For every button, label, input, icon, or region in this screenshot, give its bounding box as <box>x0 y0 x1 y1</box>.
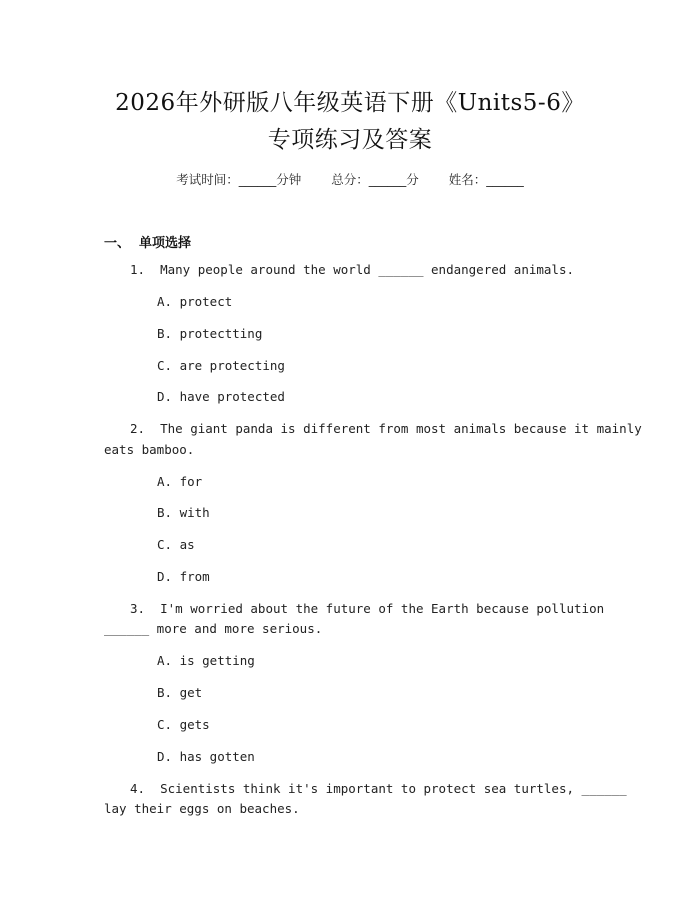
question-3-option-a: A. is getting <box>157 653 255 668</box>
question-3-text-cont: ______ more and more serious. <box>104 621 323 636</box>
question-4-text: 4. Scientists think it's important to protect sea turtles, ______ <box>130 781 627 796</box>
question-2-option-b: B. with <box>157 505 210 520</box>
question-3-option-b: B. get <box>157 685 203 700</box>
question-3-option-d: D. has gotten <box>157 749 255 764</box>
document-title-line2: 专项练习及答案 <box>267 127 433 153</box>
question-2-text: 2. The giant panda is different from most animals because it mainly <box>130 421 642 436</box>
exam-name-label: 姓名：______ <box>448 172 524 187</box>
question-3-text: 3. I'm worried about the future of the Earth because pollution <box>130 601 605 616</box>
question-1-option-b: B. protectting <box>157 326 263 341</box>
question-1-option-d: D. have protected <box>157 389 285 404</box>
question-3-option-c: C. gets <box>157 717 210 732</box>
exam-time-label: 考试时间：______分钟 <box>176 172 302 187</box>
exam-score-label: 总分：______分 <box>331 172 419 187</box>
question-4-text-cont: lay their eggs on beaches. <box>104 801 300 816</box>
document-title-line1: 2026年外研版八年级英语下册《Units5-6》 <box>115 90 585 116</box>
question-2-option-c: C. as <box>157 537 195 552</box>
question-2-option-d: D. from <box>157 569 210 584</box>
question-2-text-cont: eats bamboo. <box>104 442 195 457</box>
exam-meta <box>0 170 700 188</box>
section-title: 一、 单项选择 <box>104 236 192 251</box>
question-2-option-a: A. for <box>157 474 203 489</box>
question-1-option-a: A. protect <box>157 294 233 309</box>
question-1-text: 1. Many people around the world ______ endangered animals. <box>130 262 575 277</box>
question-1-option-c: C. are protecting <box>157 358 285 373</box>
